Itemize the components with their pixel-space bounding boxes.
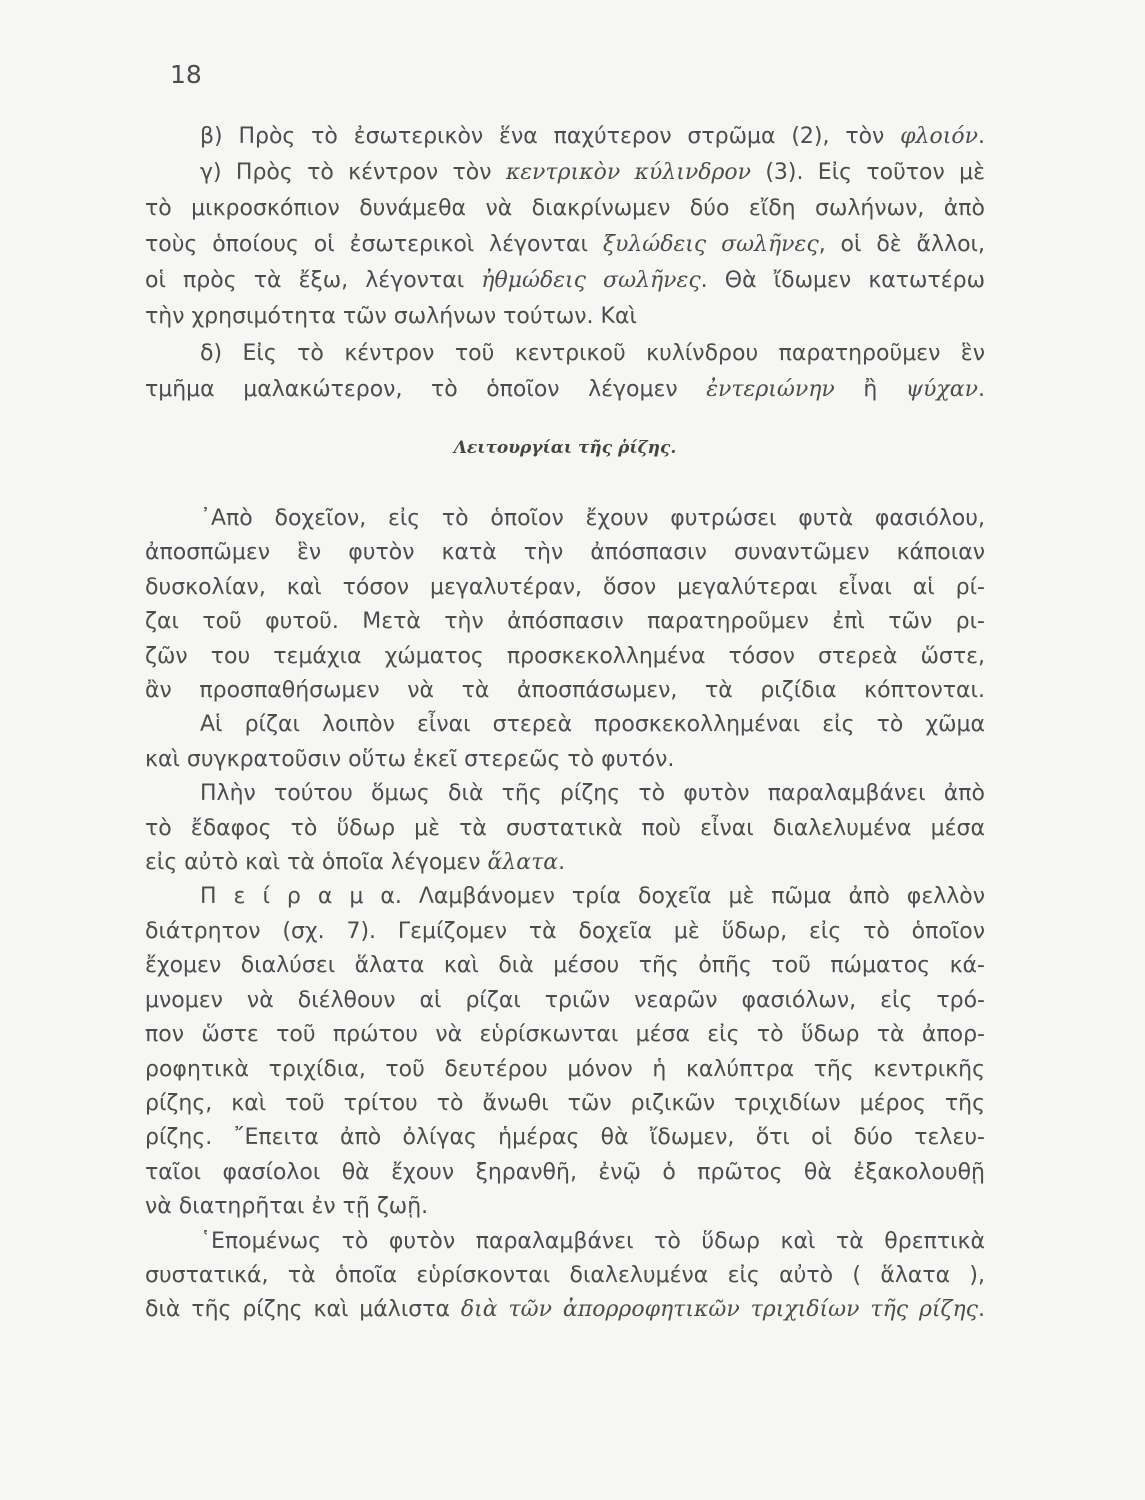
text-segment: τμῆμα μαλακώτερον, τὸ ὁποῖον λέγομεν	[145, 376, 707, 402]
text-segment: τοὺς ὁποίους οἱ ἐσωτερικοὶ λέγονται	[145, 232, 603, 258]
text-segment: .	[977, 1297, 985, 1323]
italic-term: κεντρικὸν κύλινδρον	[505, 160, 752, 186]
paragraph	[145, 155, 985, 335]
text-line	[145, 880, 985, 914]
text-line	[145, 640, 985, 674]
text-segment: γ) Πρὸς τὸ κέντρον τὸν	[200, 160, 506, 186]
italic-term: φλοιόν	[900, 124, 978, 149]
text-segment: τὸ ἔδαφος τὸ ὕδωρ μὲ τὰ συστατικὰ ποὺ εἶναι διαλελυμένα μέσα	[145, 815, 985, 841]
text-line	[145, 119, 985, 155]
text-line	[145, 372, 985, 408]
text-segment: τὸ μικροσκόπιον δυνάμεθα νὰ διακρίνωμεν δύο εἴδη σωλήνων, ἀπὸ	[145, 196, 985, 222]
text-line	[145, 1087, 985, 1121]
text-line	[145, 1293, 985, 1327]
italic-term: ξυλώδεις σωλῆνες	[602, 232, 819, 258]
text-segment: (3). Εἰς τοῦτον μὲ	[751, 160, 985, 186]
italic-term: ἐντεριώνην	[706, 376, 835, 402]
text-segment: τὴν χρησιμότητα τῶν σωλήνων τούτων. Καὶ	[145, 304, 637, 330]
paragraph	[145, 502, 985, 708]
text-line	[145, 949, 985, 983]
text-block-bottom	[145, 502, 985, 1328]
text-segment: , οἱ δὲ ἄλλοι,	[818, 232, 985, 258]
text-line	[145, 1259, 985, 1293]
text-segment: ρίζης, καὶ τοῦ τρίτου τὸ ἄνωθι τῶν ριζικῶν τριχιδίων μέρος τῆς	[145, 1090, 985, 1116]
text-segment: ἢ	[834, 376, 906, 402]
text-segment: ταῖοι φασίολοι θὰ ἔχουν ξηρανθῆ, ἐνῷ ὁ πρῶτος θὰ ἐξακολουθῇ	[145, 1159, 985, 1185]
text-segment: ζῶν του τεμάχια χώματος προσκεκολλημένα τόσον στερεὰ ὥστε,	[145, 643, 985, 669]
text-line	[145, 812, 985, 846]
text-segment: ῾Επομένως τὸ φυτὸν παραλαμβάνει τὸ ὕδωρ καὶ τὰ θρεπτικὰ	[200, 1228, 985, 1254]
text-segment: ἂν προσπαθήσωμεν νὰ τὰ ἀποσπάσωμεν, τὰ ριζίδια κόπτονται.	[145, 678, 985, 704]
text-line	[145, 1121, 985, 1155]
text-line	[145, 1018, 985, 1052]
text-segment: πον ὥστε τοῦ πρώτου νὰ εὑρίσκωνται μέσα εἰς τὸ ὕδωρ τὰ ἀπορ-	[145, 1022, 985, 1048]
text-segment: β) Πρὸς τὸ ἐσωτερικὸν ἕνα παχύτερον στρῶμα (2), τὸν	[200, 124, 901, 149]
text-line	[145, 915, 985, 949]
text-segment: καὶ συγκρατοῦσιν οὕτω ἐκεῖ στερεῶς τὸ φυτόν.	[145, 746, 675, 772]
text-line	[145, 536, 985, 570]
text-segment: δυσκολίαν, καὶ τόσον μεγαλυτέραν, ὅσον μεγαλύτεραι εἶναι αἱ ρί-	[145, 574, 985, 600]
text-segment: μνομεν νὰ διέλθουν αἱ ρίζαι τριῶν νεαρῶν φασιόλων, εἰς τρό-	[145, 987, 985, 1013]
text-line	[145, 708, 985, 742]
text-segment: ἀποσπῶμεν ἓν φυτὸν κατὰ τὴν ἀπόσπασιν συναντῶμεν κάποιαν	[145, 540, 985, 566]
text-segment: ζαι τοῦ φυτοῦ. Μετὰ τὴν ἀπόσπασιν παρατηροῦμεν ἐπὶ τῶν ρι-	[145, 609, 985, 635]
paragraph	[145, 708, 985, 777]
text-segment: διάτρητον (σχ. 7). Γεμίζομεν τὰ δοχεῖα μὲ ὕδωρ, εἰς τὸ ὁποῖον	[145, 918, 985, 944]
text-line	[145, 502, 985, 536]
text-line	[145, 1225, 985, 1259]
text-segment: ροφητικὰ τριχίδια, τοῦ δευτέρου μόνον ἡ καλύπτρα τῆς κεντρικῆς	[145, 1056, 985, 1082]
text-line	[145, 846, 985, 880]
text-segment: ἔχομεν διαλύσει ἅλατα καὶ διὰ μέσου τῆς ὀπῆς τοῦ πώματος κά-	[145, 953, 985, 979]
text-line	[145, 743, 985, 777]
page-number: 18	[170, 60, 202, 89]
italic-term: ἠθμώδεις σωλῆνες	[481, 268, 701, 294]
text-segment: Αἱ ρίζαι λοιπὸν εἶναι στερεὰ προσκεκολλημέναι εἰς τὸ χῶμα	[200, 712, 985, 738]
text-segment: .	[978, 124, 985, 149]
text-segment: ρίζης. ῎Επειτα ἀπὸ ὀλίγας ἡμέρας θὰ ἴδωμεν, ὅτι οἱ δύο τελευ-	[145, 1125, 985, 1151]
text-block-top	[145, 119, 985, 408]
text-segment: διὰ τῆς ρίζης καὶ μάλιστα	[145, 1297, 461, 1323]
italic-term: ψύχαν	[905, 376, 978, 402]
paragraph	[145, 336, 985, 408]
text-line	[145, 336, 985, 372]
text-line	[145, 605, 985, 639]
italic-term: ἅλατα	[487, 850, 559, 876]
italic-term: διὰ τῶν ἀπορροφητικῶν τριχιδίων τῆς ρίζης	[460, 1297, 978, 1323]
text-segment: .	[977, 376, 985, 402]
text-line	[145, 674, 985, 708]
text-line	[145, 777, 985, 811]
text-segment: δ) Εἰς τὸ κέντρον τοῦ κεντρικοῦ κυλίνδρου παρατηροῦμεν ἓν	[200, 340, 985, 366]
text-line	[145, 1156, 985, 1190]
text-segment: ᾽Απὸ δοχεῖον, εἰς τὸ ὁποῖον ἔχουν φυτρώσει φυτὰ φασιόλου,	[200, 506, 985, 531]
text-line	[145, 1190, 985, 1224]
text-line	[145, 191, 985, 227]
paragraph	[145, 119, 985, 155]
text-segment: .	[558, 850, 566, 876]
paragraph	[145, 777, 985, 880]
text-line	[145, 299, 985, 335]
text-segment: Πλὴν τούτου ὅμως διὰ τῆς ρίζης τὸ φυτὸν παραλαμβάνει ἀπὸ	[200, 781, 985, 807]
text-segment: συστατικά, τὰ ὁποῖα εὑρίσκονται διαλελυμένα εἰς αὐτὸ ( ἅλατα ),	[145, 1262, 985, 1288]
text-segment: . Θὰ ἴδωμεν κατωτέρω	[700, 268, 985, 294]
text-line	[145, 263, 985, 299]
text-segment: νὰ διατηρῆται ἐν τῇ ζωῇ.	[145, 1194, 429, 1220]
text-segment: εἰς αὐτὸ καὶ τὰ ὁποῖα λέγομεν	[145, 850, 488, 876]
text-line	[145, 155, 985, 191]
paragraph	[145, 1225, 985, 1328]
text-line	[145, 984, 985, 1018]
text-line	[145, 571, 985, 605]
text-line	[145, 227, 985, 263]
paragraph	[145, 880, 985, 1224]
text-segment: οἱ πρὸς τὰ ἔξω, λέγονται	[145, 268, 482, 294]
text-line	[145, 1053, 985, 1087]
section-heading: Λειτουργίαι τῆς ῥίζης.	[453, 438, 677, 458]
text-segment: Π ε ί ρ α μ α. Λαμβάνομεν τρία δοχεῖα μὲ πῶμα ἀπὸ φελλὸν	[200, 884, 985, 910]
